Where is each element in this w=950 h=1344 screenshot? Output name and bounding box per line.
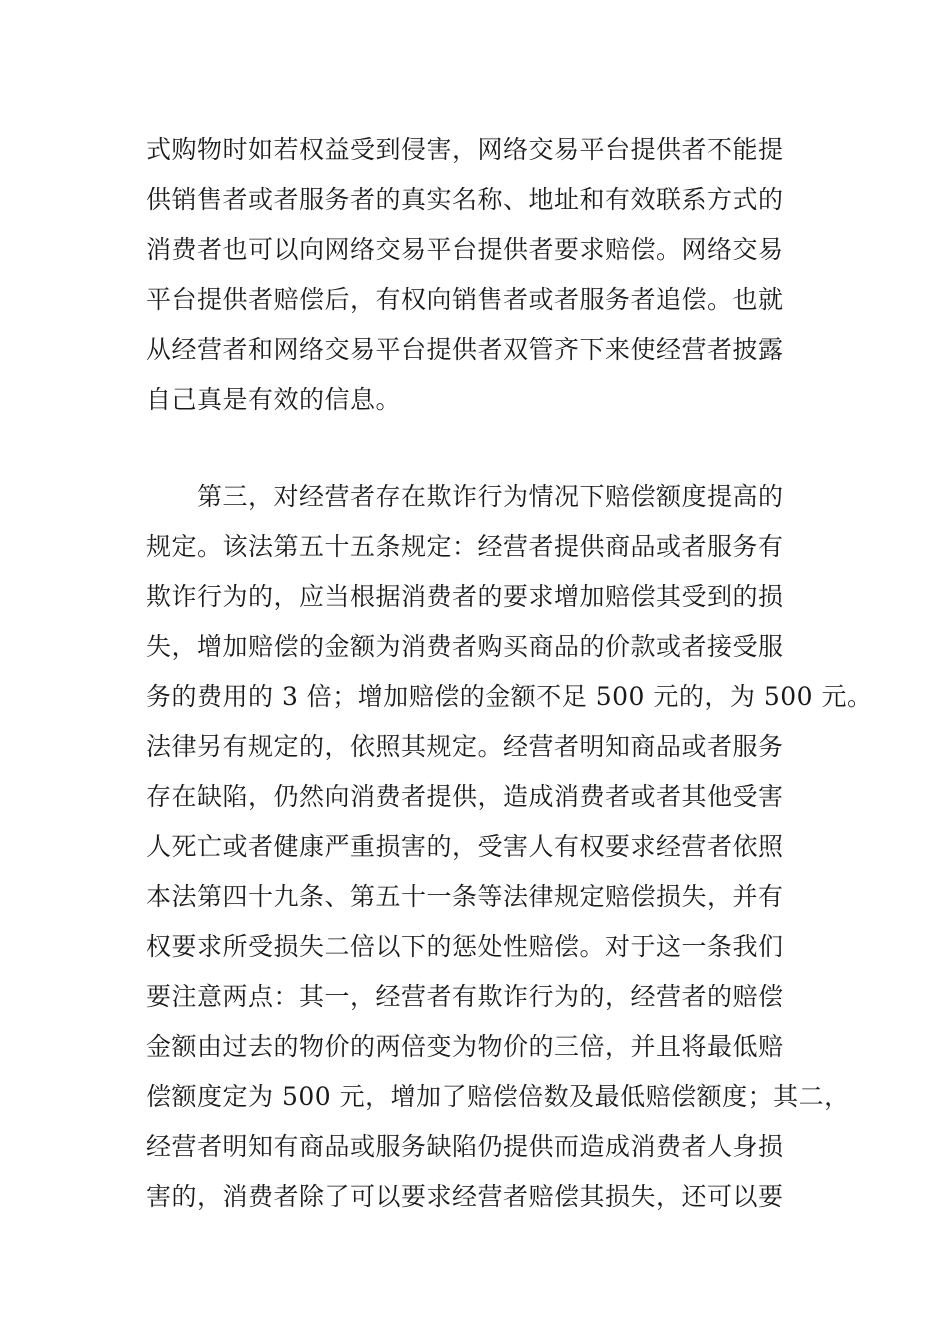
- text-line: 从经营者和网络交易平台提供者双管齐下来使经营者披露: [146, 335, 784, 364]
- text-line: 消费者也可以向网络交易平台提供者要求赔偿。网络交易: [146, 235, 784, 264]
- text-line: 要注意两点：其一，经营者有欺诈行为的，经营者的赔偿: [146, 982, 784, 1011]
- text-line: 第三，对经营者存在欺诈行为情况下赔偿额度提高的: [146, 482, 784, 511]
- text-line: 权要求所受损失二倍以下的惩处性赔偿。对于这一条我们: [146, 932, 784, 961]
- text-line: 经营者明知有商品或服务缺陷仍提供而造成消费者人身损: [146, 1132, 784, 1161]
- text-line: 害的，消费者除了可以要求经营者赔偿其损失，还可以要: [146, 1182, 784, 1211]
- text-line: 偿额度定为 500 元，增加了赔偿倍数及最低赔偿额度；其二，: [146, 1082, 850, 1111]
- text-line: 规定。该法第五十五条规定：经营者提供商品或者服务有: [146, 532, 784, 561]
- paragraph-2: [146, 472, 873, 1222]
- text-line: 自己真是有效的信息。: [146, 385, 402, 414]
- text-line: 金额由过去的物价的两倍变为物价的三倍，并且将最低赔: [146, 1032, 784, 1061]
- text-line: 存在缺陷，仍然向消费者提供，造成消费者或者其他受害: [146, 782, 784, 811]
- text-line: 式购物时如若权益受到侵害，网络交易平台提供者不能提: [146, 135, 784, 164]
- text-line: 失，增加赔偿的金额为消费者购买商品的价款或者接受服: [146, 632, 784, 661]
- text-line: 本法第四十九条、第五十一条等法律规定赔偿损失，并有: [146, 882, 784, 911]
- text-line: 法律另有规定的，依照其规定。经营者明知商品或者服务: [146, 732, 784, 761]
- text-line: 欺诈行为的，应当根据消费者的要求增加赔偿其受到的损: [146, 582, 784, 611]
- text-line: 平台提供者赔偿后，有权向销售者或者服务者追偿。也就: [146, 285, 784, 314]
- text-line: 务的费用的 3 倍；增加赔偿的金额不足 500 元的，为 500 元。: [146, 682, 873, 711]
- text-line: 供销售者或者服务者的真实名称、地址和有效联系方式的: [146, 185, 784, 214]
- paragraph-1: [146, 125, 816, 425]
- text-line: 人死亡或者健康严重损害的，受害人有权要求经营者依照: [146, 832, 784, 861]
